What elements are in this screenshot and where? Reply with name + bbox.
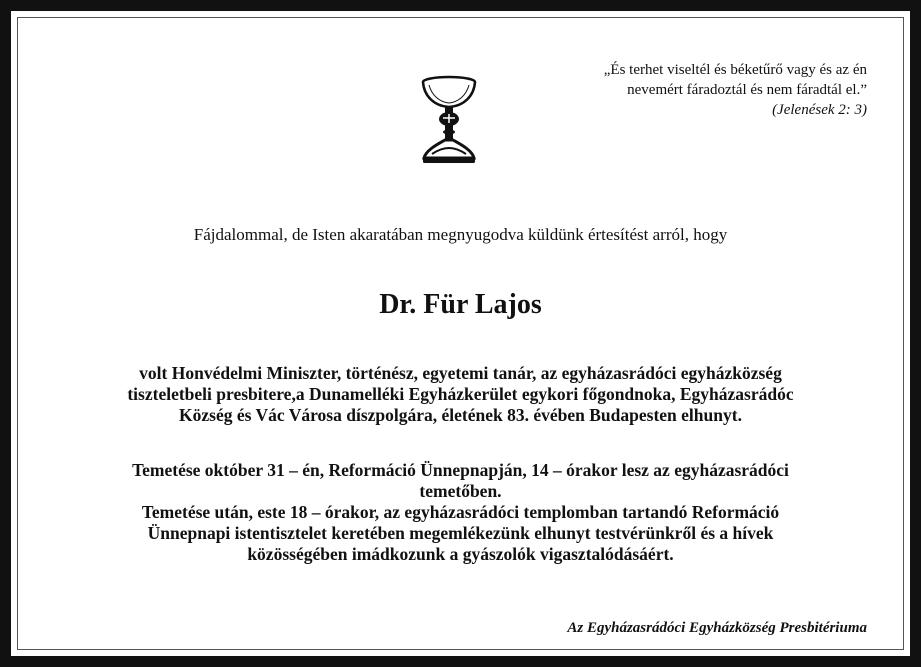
funeral-details: [40, 460, 881, 565]
funeral-line-3: Temetése után, este 18 – órakor, az egyházasrádóci templomban tartandó Reformáció: [141, 502, 780, 522]
funeral-line-1: Temetése október 31 – én, Reformáció Ünnepnapján, 14 – órakor lesz az egyházasrádóci: [132, 460, 789, 480]
chalice-icon: [414, 74, 484, 168]
signature: Az Egyházasrádóci Egyházközség Presbitériuma: [567, 620, 867, 636]
quote-line-1: „És terhet viseltél és béketűrő vagy és az én: [603, 62, 867, 78]
biography-paragraph: [40, 363, 881, 426]
bio-line-2: tiszteletbeli presbitere,a Dunamelléki Egyházkerület egykori főgondnoka, Egyházasrádóc: [127, 384, 794, 404]
deceased-name: Dr. Für Lajos: [379, 289, 542, 320]
quote-line-2: nevemért fáradoztál és nem fáradtál el.”: [627, 82, 867, 98]
funeral-line-4: Ünnepnapi istentisztelet keretében megemlékezünk elhunyt testvérünkről és a hívek: [147, 523, 774, 543]
intro-text: Fájdalommal, de Isten akaratában megnyugodva küldünk értesítést arról, hogy: [193, 225, 728, 244]
bio-line-3: Község és Vác Városa díszpolgára, életének 83. évében Budapesten elhunyt.: [179, 405, 742, 425]
funeral-line-5: közösségében imádkozunk a gyászolók vigasztalódásáért.: [247, 544, 674, 564]
quote-reference: (Jelenések 2: 3): [772, 102, 867, 118]
bible-quote: [447, 60, 867, 120]
bio-line-1: volt Honvédelmi Miniszter, történész, egyetemi tanár, az egyházasrádóci egyházközség: [139, 363, 782, 383]
funeral-line-2: temetőben.: [419, 481, 502, 501]
